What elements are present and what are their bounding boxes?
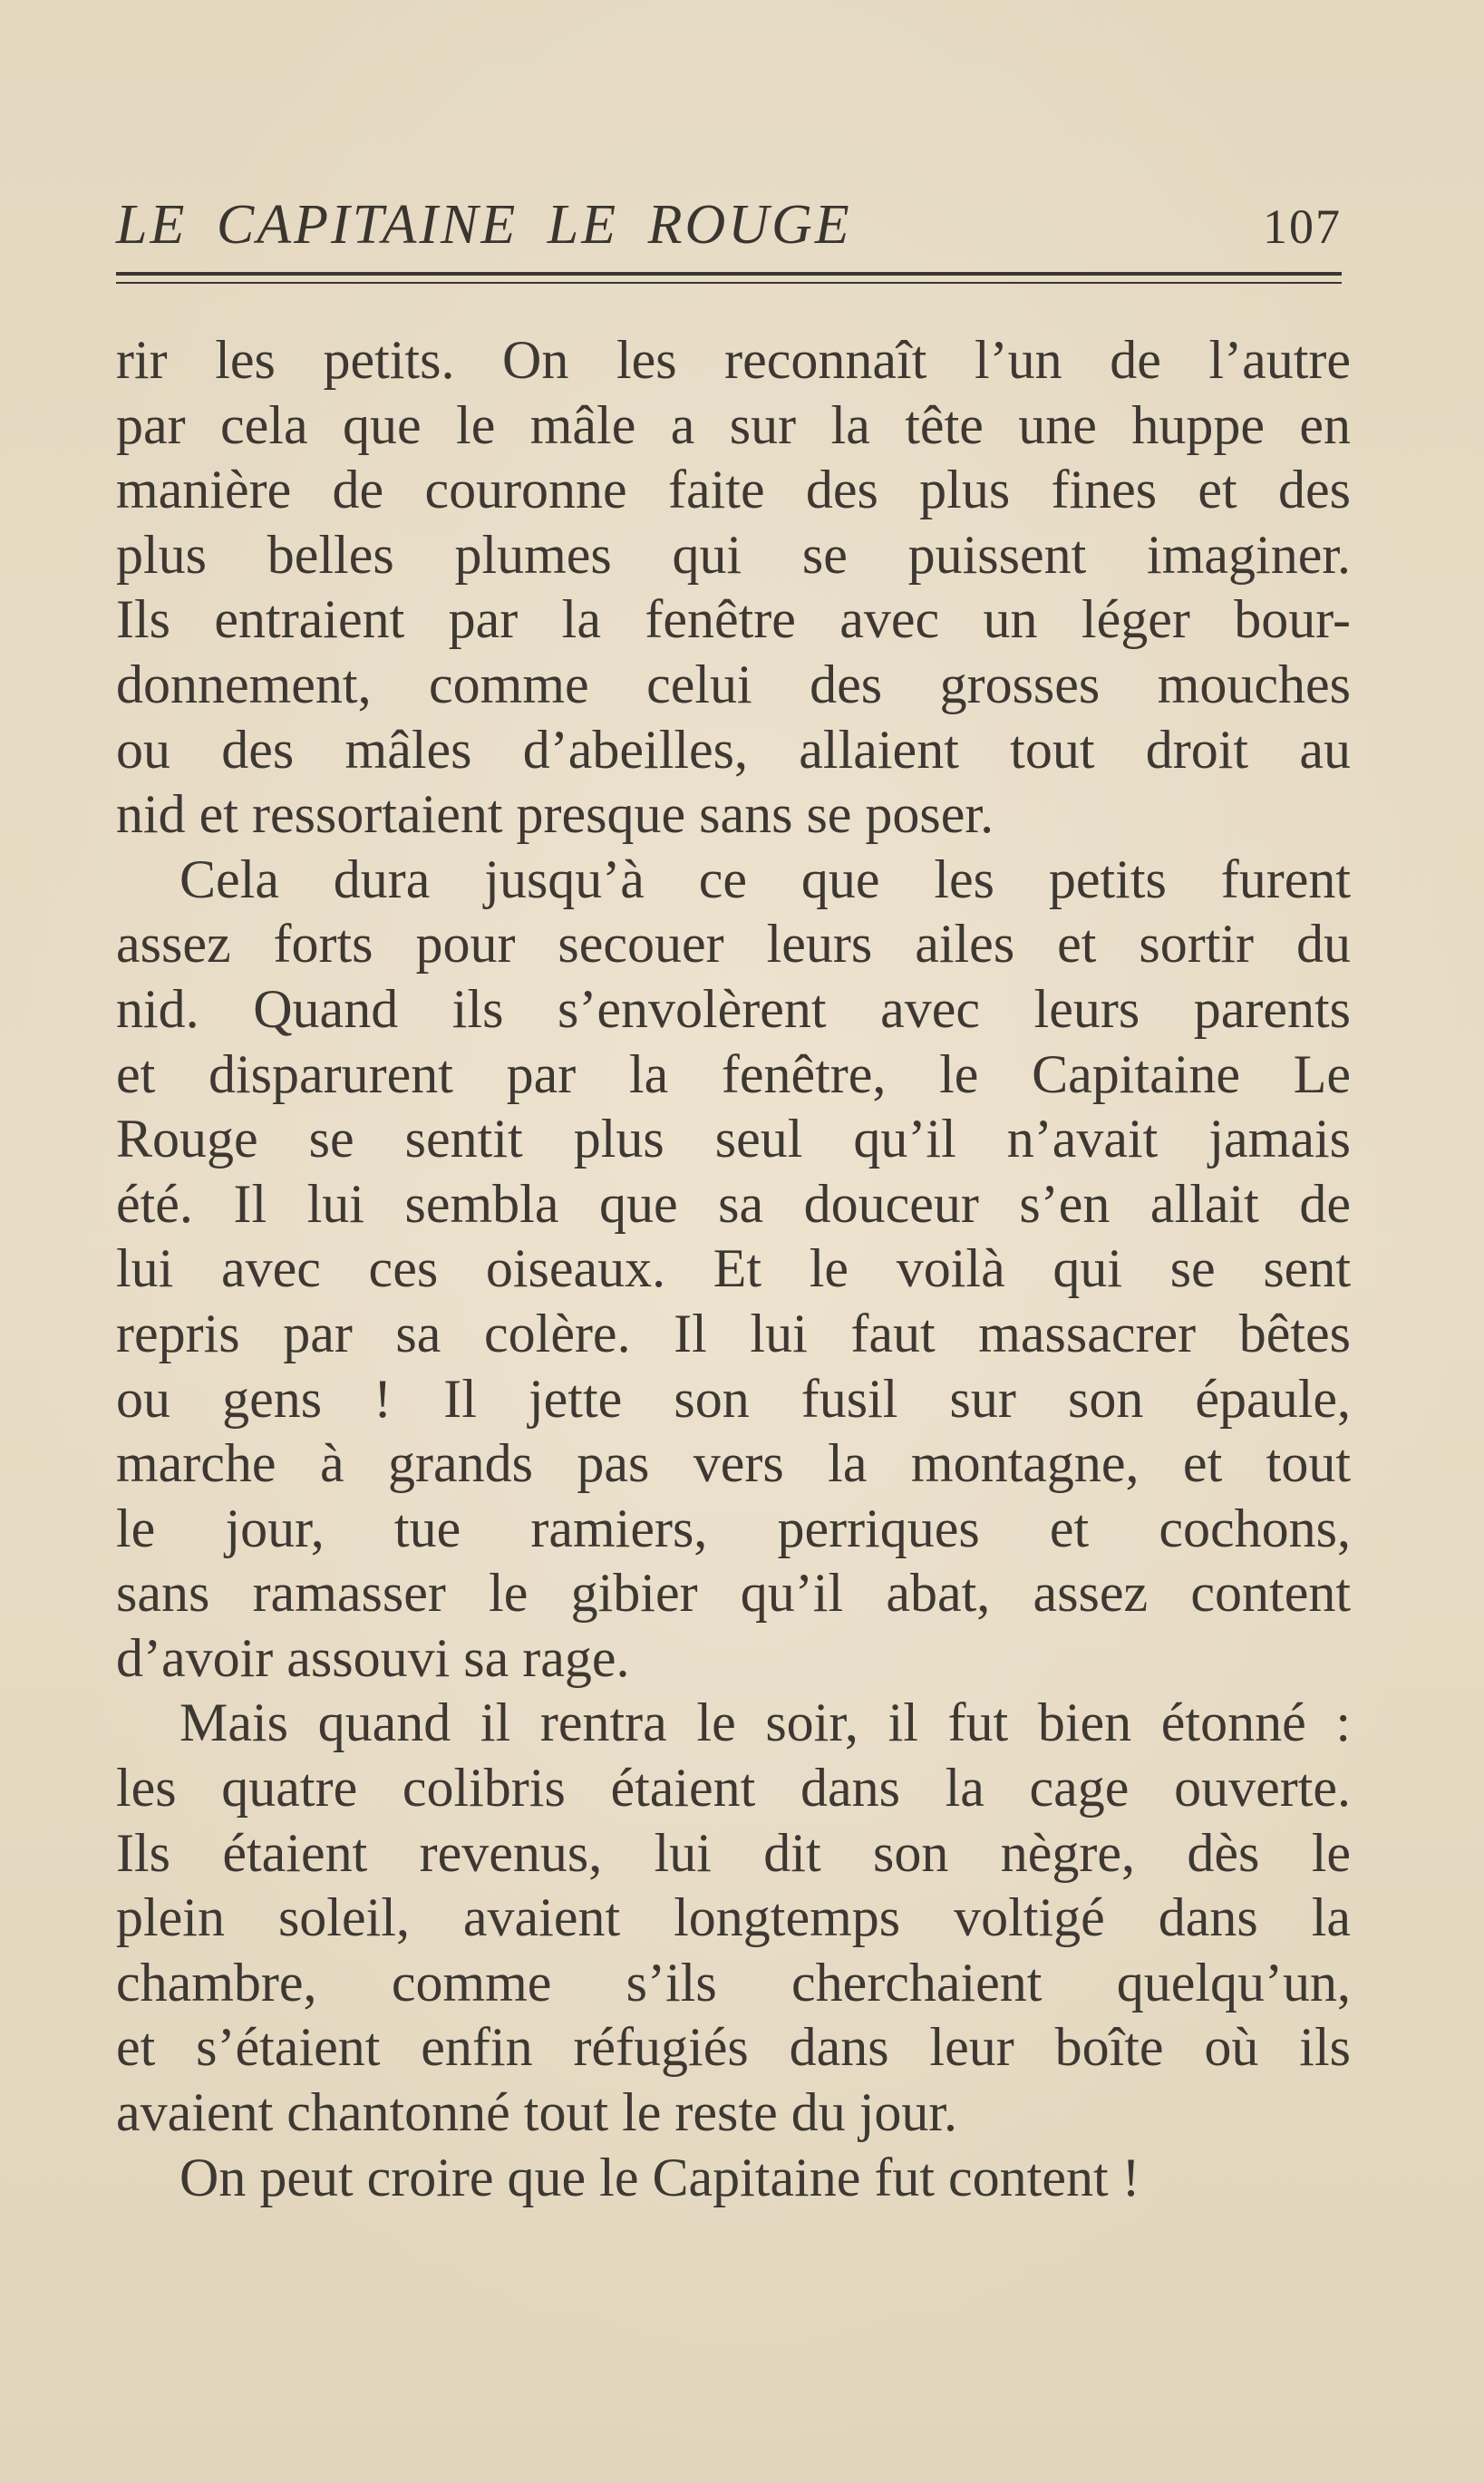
text-line: nid. Quand ils s’envolèrent avec leurs parents xyxy=(116,978,1351,1039)
body-text xyxy=(116,328,1351,2210)
text-line: rir les petits. On les reconnaît l’un de l’autre xyxy=(116,330,1351,390)
text-line: repris par sa colère. Il lui faut massacrer bêtes xyxy=(116,1303,1351,1363)
text-line: manière de couronne faite des plus fines et des xyxy=(116,460,1351,520)
text-line: assez forts pour secouer leurs ailes et sortir du xyxy=(116,914,1351,975)
text-line: le jour, tue ramiers, perriques et cochons, xyxy=(116,1498,1351,1558)
text-line: plus belles plumes qui se puissent imaginer. xyxy=(116,524,1351,585)
text-line: Ils étaient revenus, lui dit son nègre, dès le xyxy=(116,1822,1351,1883)
page-number: 107 xyxy=(1263,199,1342,254)
text-line: chambre, comme s’ils cherchaient quelqu’un, xyxy=(116,1952,1351,2013)
text-line: et s’étaient enfin réfugiés dans leur boîte où ils xyxy=(116,2017,1351,2078)
text-line: avaient chantonné tout le reste du jour. xyxy=(116,2082,958,2143)
running-title: LE CAPITAINE LE ROUGE xyxy=(116,194,852,256)
text-line: ou des mâles d’abeilles, allaient tout droit au xyxy=(116,719,1351,780)
text-line: donnement, comme celui des grosses mouches xyxy=(116,654,1351,714)
text-line: nid et ressortaient presque sans se poser. xyxy=(116,784,994,845)
text-line: plein soleil, avaient longtemps voltigé dans la xyxy=(116,1887,1351,1948)
text-line: lui avec ces oiseaux. Et le voilà qui se sent xyxy=(116,1238,1351,1299)
text-line: et disparurent par la fenêtre, le Capitaine Le xyxy=(116,1043,1351,1104)
text-line: Rouge se sentit plus seul qu’il n’avait jamais xyxy=(116,1109,1351,1169)
header-rule-thin xyxy=(116,282,1342,284)
text-line: Ils entraient par la fenêtre avec un léger bour- xyxy=(116,589,1351,650)
text-line: Cela dura jusqu’à ce que les petits furent xyxy=(179,849,1351,909)
text-line: les quatre colibris étaient dans la cage ouverte. xyxy=(116,1758,1351,1819)
header-rule-thick xyxy=(116,272,1342,276)
running-header xyxy=(116,186,1342,256)
text-line: Mais quand il rentra le soir, il fut bien étonné : xyxy=(179,1693,1351,1753)
text-line: sans ramasser le gibier qu’il abat, assez content xyxy=(116,1563,1351,1624)
text-line: On peut croire que le Capitaine fut content ! xyxy=(179,2147,1140,2207)
text-line: été. Il lui sembla que sa douceur s’en allait de xyxy=(116,1173,1351,1234)
text-line: ou gens ! Il jette son fusil sur son épaule, xyxy=(116,1368,1351,1429)
text-line: d’avoir assouvi sa rage. xyxy=(116,1627,630,1688)
text-line: par cela que le mâle a sur la tête une huppe en xyxy=(116,394,1351,455)
text-line: marche à grands pas vers la montagne, et tout xyxy=(116,1433,1351,1494)
